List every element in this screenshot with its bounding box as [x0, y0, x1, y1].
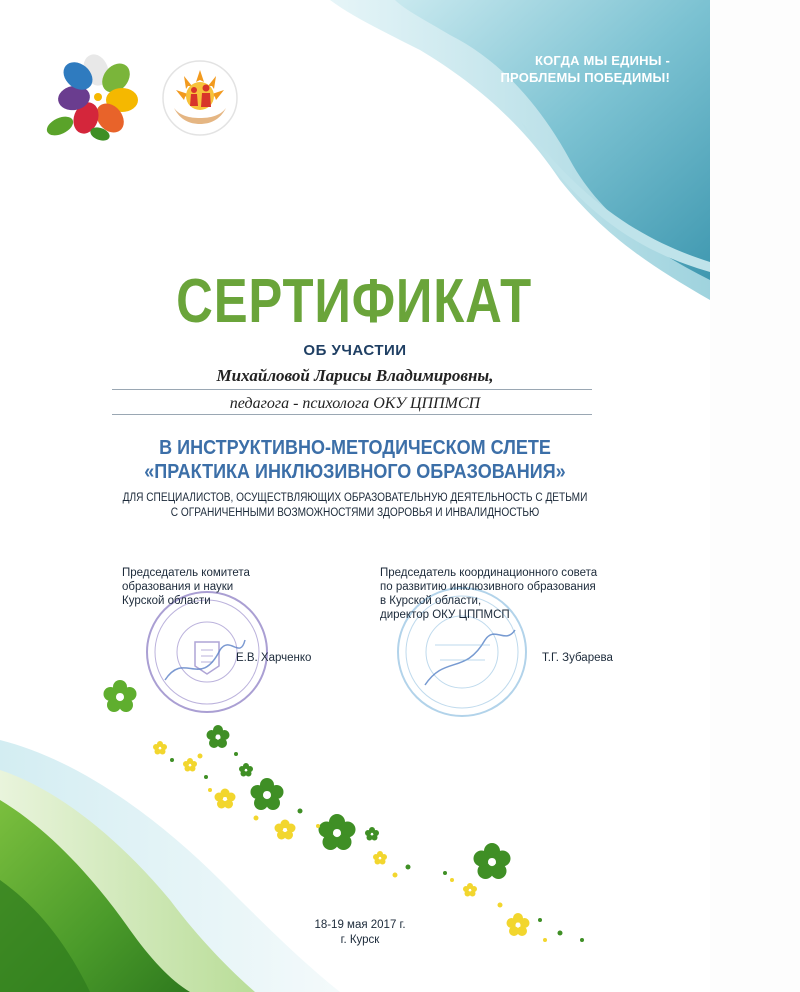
sig-left-line-3: Курской области: [122, 595, 211, 607]
sig-right-line-1: Председатель координационного совета: [380, 567, 598, 579]
certificate-subtitle: ОБ УЧАСТИИ: [303, 342, 407, 359]
sig-right-line-4: директор ОКУ ЦППМСП: [380, 609, 510, 621]
signature-block-right: [380, 566, 597, 622]
motto: [470, 52, 670, 86]
event-city: г. Курск: [340, 934, 380, 946]
sig-left-line-2: образования и науки: [122, 581, 234, 593]
signature-block-left: [122, 566, 250, 608]
signatory-right-name: Т.Г. Зубарева: [542, 652, 613, 664]
event-title-line-1: В ИНСТРУКТИВНО-МЕТОДИЧЕСКОМ СЛЕТЕ: [159, 437, 551, 459]
event-date: 18-19 мая 2017 г.: [314, 919, 406, 931]
scan-margin: [710, 0, 800, 992]
event-audience-line-1: ДЛЯ СПЕЦИАЛИСТОВ, ОСУЩЕСТВЛЯЮЩИХ ОБРАЗОВАТЕЛЬНУЮ ДЕЯТЕЛЬНОСТЬ С ДЕТЬМИ: [122, 492, 588, 504]
recipient-role: педагога - психолога ОКУ ЦППМСП: [229, 395, 481, 412]
event-title-line-2: «ПРАКТИКА ИНКЛЮЗИВНОГО ОБРАЗОВАНИЯ»: [144, 461, 566, 483]
sig-left-line-1: Председатель комитета: [122, 567, 250, 579]
recipient-name: Михайловой Ларисы Владимировны,: [216, 366, 494, 385]
certificate-title: СЕРТИФИКАТ: [176, 267, 533, 336]
event-audience-line-2: С ОГРАНИЧЕННЫМИ ВОЗМОЖНОСТЯМИ ЗДОРОВЬЯ И ИНВАЛИДНОСТЬЮ: [170, 507, 540, 519]
underline-name: [112, 389, 592, 390]
sig-right-line-3: в Курской области,: [380, 595, 482, 607]
flower-logo-icon: [38, 52, 148, 142]
center-emblem-icon: [160, 58, 240, 138]
event-date-place: [300, 918, 420, 948]
signatory-left-name: Е.В. Харченко: [236, 652, 312, 664]
underline-role: [112, 414, 592, 415]
motto-line-1: КОГДА МЫ ЕДИНЫ -: [534, 53, 670, 68]
sig-right-line-2: по развитию инклюзивного образования: [380, 581, 596, 593]
motto-line-2: ПРОБЛЕМЫ ПОБЕДИМЫ!: [500, 70, 670, 85]
